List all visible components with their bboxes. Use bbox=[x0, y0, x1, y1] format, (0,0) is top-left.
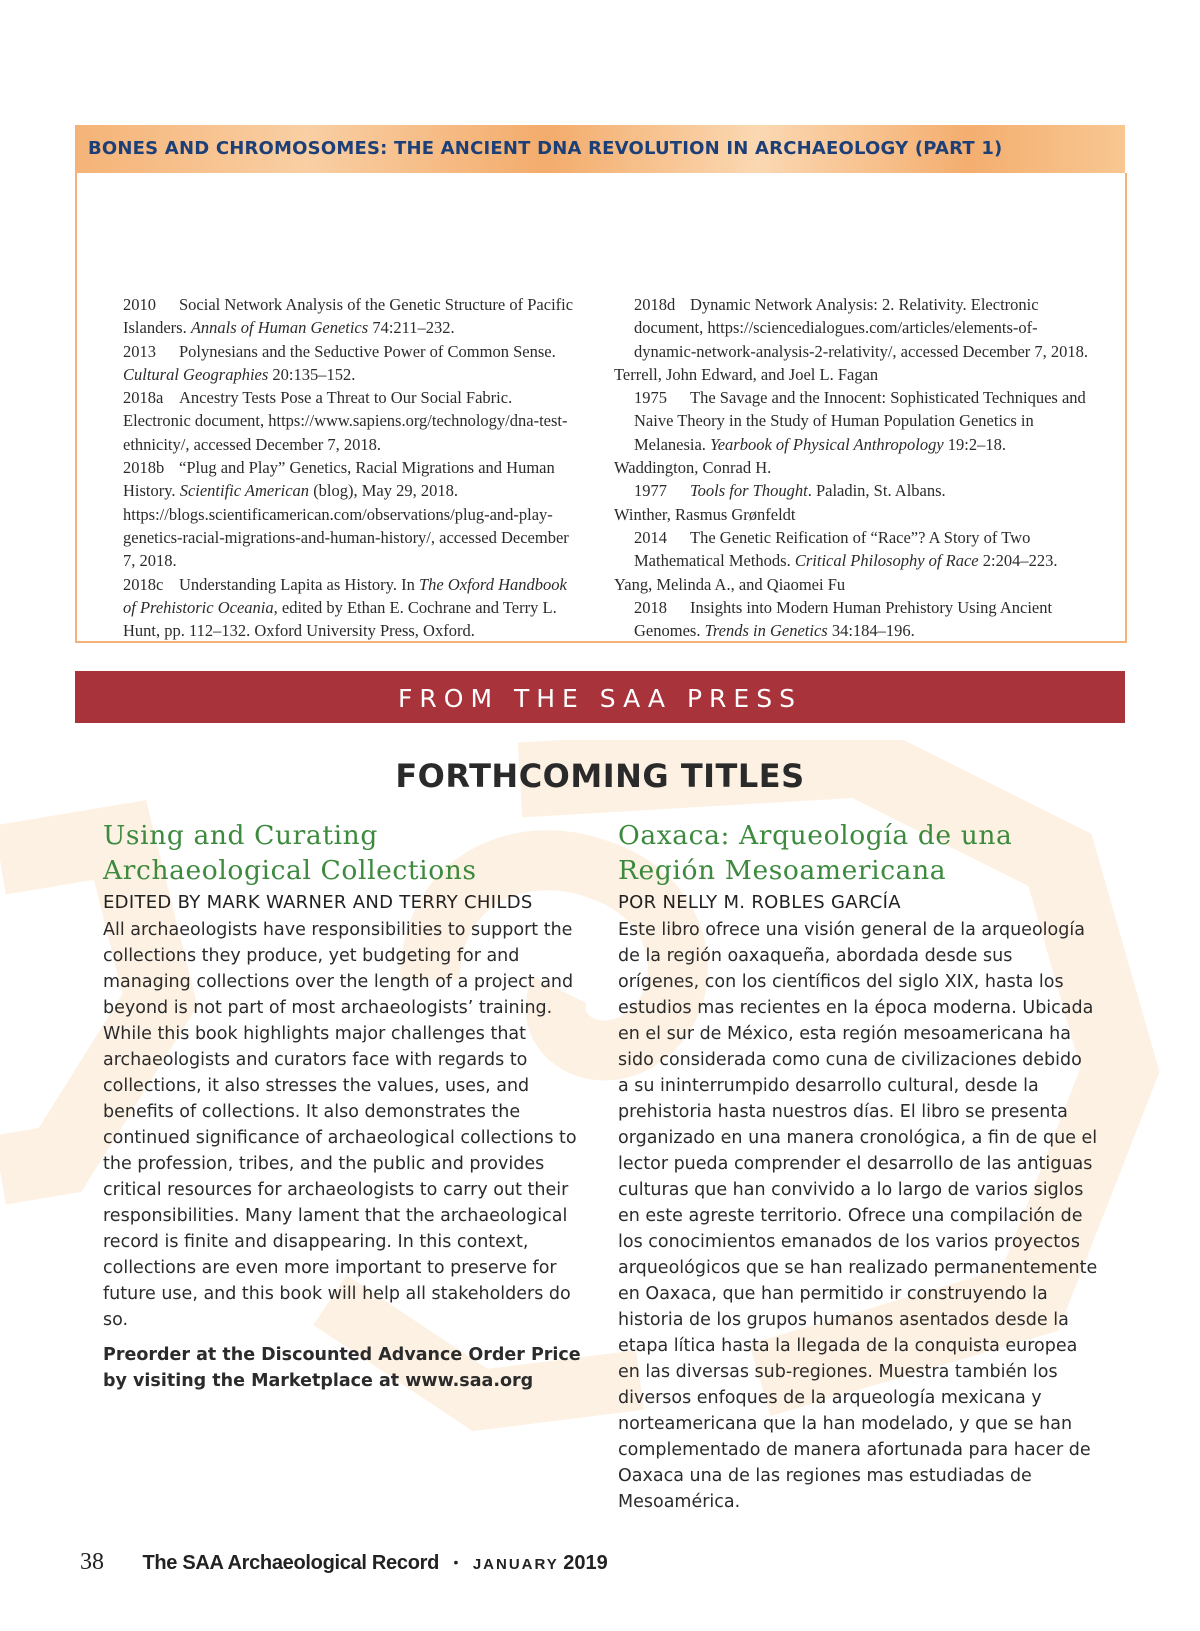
reference-entry: 2013 Polynesians and the Seductive Power of Common Sense. Cultural Geographies 20:135–152. bbox=[123, 341, 556, 384]
section-header-title: BONES AND CHROMOSOMES: THE ANCIENT DNA REVOLUTION IN ARCHAEOLOGY (PART 1) bbox=[88, 138, 1003, 159]
book-editors: EDITED BY MARK WARNER AND TERRY CHILDS bbox=[103, 892, 533, 913]
reference-entry: 1977 Tools for Thought. Paladin, St. Albans. bbox=[634, 481, 946, 501]
reference-author: Waddington, Conrad H. bbox=[614, 458, 772, 478]
book-description: Este libro ofrece una visión general de la arqueología de la región oaxaqueña, abordada desde sus orígenes, con los científicos del siglo XIX, hasta los estudios mas recientes en la época moderna. Ubicada en el sur de México, esta región mesoamericana ha sido considerada como cuna de civilizaciones debido a su ininterrumpido desarrollo cultural, desde la prehistoria hasta nuestros días. El libro se presenta organizado en una manera cronológica, a fin de que el lector pueda comprender el desarrollo de las antiguas culturas que han convivido a lo largo de varios siglos en este agreste territorio. Ofrece una compilación de los conocimientos emanados de los varios proyectos arqueológicos que se han realizado permanentemente en Oaxaca, que han permitido ir construyendo la historia de los grupos humanos asentados desde la etapa lítica hasta la llegada de la conquista europea en las diversas sub-regiones. Muestra también los diversos enfoques de la arqueología mexicana y norteamericana que la han modelado, y que se han complementado de manera afortunada para hacer de Oaxaca una de las regiones mas estudiadas de Mesoamérica. bbox=[618, 920, 1098, 1512]
reference-entry: 2018c Understanding Lapita as History. In The Oxford Handbook of Prehistoric Oceania, edited by Ethan E. Cochrane and Terry L. Hunt, pp. 112–132. Oxford University Press, Oxford. bbox=[123, 574, 567, 641]
references-box bbox=[75, 173, 1127, 643]
reference-author: Terrell, John Edward, and Joel L. Fagan bbox=[614, 364, 879, 384]
saa-press-label: FROM THE SAA PRESS bbox=[398, 684, 802, 713]
book-title: Oaxaca: Arqueología de una Región Mesoamericana bbox=[618, 820, 1013, 886]
forthcoming-titles-heading: FORTHCOMING TITLES bbox=[395, 757, 805, 795]
publication-name: The SAA Archaeological Record bbox=[142, 1552, 440, 1574]
book-title: Using and Curating Archaeological Collections bbox=[103, 820, 477, 886]
footer-separator: • bbox=[453, 1554, 459, 1570]
reference-entry: 2018d Dynamic Network Analysis: 2. Relativity. Electronic document, https://sciencedialogues.com/articles/elements-of-dynamic-network-analysis-2-relativity/, accessed December 7, 2018. bbox=[634, 295, 1089, 361]
section-header-bar bbox=[75, 125, 1125, 173]
book-listing-curating bbox=[103, 818, 588, 1394]
reference-entry: 1975 The Savage and the Innocent: Sophisticated Techniques and Naive Theory in the Study of Human Population Genetics in Melanesia. Yearbook of Physical Anthropology 19:2–18. bbox=[634, 388, 1086, 454]
book-listing-oaxaca bbox=[618, 818, 1098, 1515]
reference-author: Yang, Melinda A., and Qiaomei Fu bbox=[614, 574, 846, 594]
issue-month: JANUARY bbox=[472, 1556, 559, 1573]
page-footer bbox=[80, 1549, 608, 1576]
reference-entry: 2010 Social Network Analysis of the Genetic Structure of Pacific Islanders. Annals of Human Genetics 74:211–232. bbox=[123, 295, 574, 338]
references-right-column bbox=[614, 293, 1094, 642]
reference-entry: 2018b “Plug and Play” Genetics, Racial Migrations and Human History. Scientific American (blog), May 29, 2018. https://blogs.scientificamerican.com/observations/plug-and-play-genetics-racial-migrations-and-human-history/, accessed December 7, 2018. bbox=[123, 458, 569, 571]
page-number: 38 bbox=[80, 1549, 104, 1575]
preorder-note: Preorder at the Discounted Advance Order Price by visiting the Marketplace at www.saa.org bbox=[103, 1345, 581, 1391]
book-author: POR NELLY M. ROBLES GARCÍA bbox=[618, 892, 901, 913]
references-left-column bbox=[123, 293, 578, 642]
reference-author: Winther, Rasmus Grønfeldt bbox=[614, 504, 796, 524]
book-description: All archaeologists have responsibilities to support the collections they produce, yet budgeting for and managing collections over the length of a project and beyond is not part of most archaeologists’ training. While this book highlights major challenges that archaeologists and curators face with regards to collections, it also stresses the values, uses, and benefits of collections. It also demonstrates the continued significance of archaeological collections to the profession, tribes, and the public and provides critical resources for archaeologists to carry out their responsibilities. Many lament that the archaeological record is finite and disappearing. In this context, collections are even more important to preserve for future use, and this book will help all stakeholders do so. bbox=[103, 920, 577, 1330]
reference-entry: 2014 The Genetic Reification of “Race”? A Story of Two Mathematical Methods. Critical Philosophy of Race 2:204–223. bbox=[634, 527, 1058, 571]
reference-entry: 2018a Ancestry Tests Pose a Threat to Our Social Fabric. Electronic document, https://www.sapiens.org/technology/dna-test-ethnicity/, accessed December 7, 2018. bbox=[123, 388, 568, 454]
reference-entry: 2018 Insights into Modern Human Prehistory Using Ancient Genomes. Trends in Genetics 34:184–196. bbox=[634, 597, 1053, 641]
issue-year: 2019 bbox=[563, 1552, 608, 1574]
saa-press-banner bbox=[75, 671, 1125, 723]
